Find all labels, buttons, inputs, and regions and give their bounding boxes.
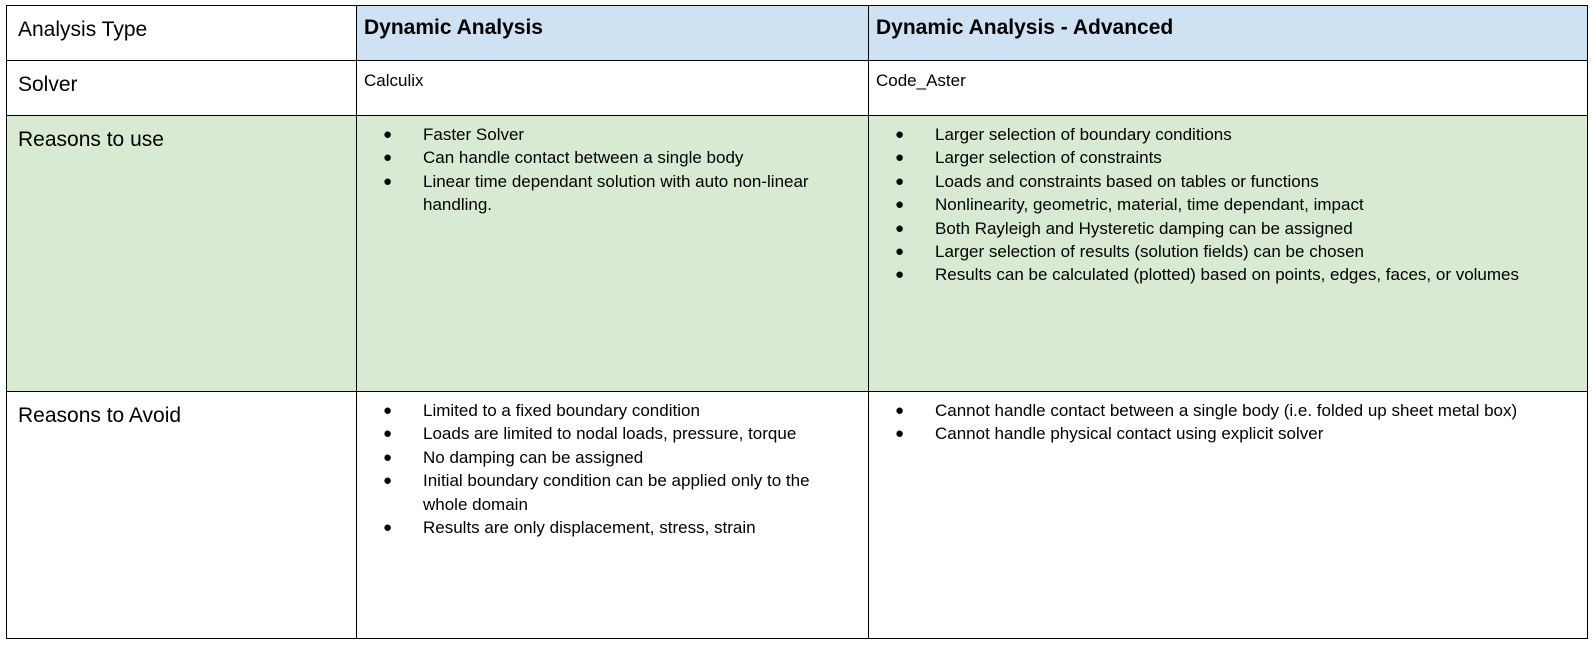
bullet-icon: ● <box>383 172 393 190</box>
reasons-to-use-advanced-cell <box>869 116 1588 392</box>
reasons-to-avoid-advanced-list <box>869 392 1587 446</box>
bullet-icon: ● <box>895 266 905 284</box>
bullet-icon: ● <box>383 519 393 537</box>
solver-row <box>7 61 1588 116</box>
list-item-text: Can handle contact between a single body <box>423 148 744 168</box>
reasons-to-use-dynamic-list <box>357 116 868 217</box>
reasons-to-avoid-dynamic-list <box>357 392 868 539</box>
reasons-to-use-advanced-list <box>869 116 1587 287</box>
solver-code-aster: Code_Aster <box>876 71 966 90</box>
list-item <box>357 516 854 539</box>
list-item <box>869 422 1573 445</box>
list-item-text: Results can be calculated (plotted) based on points, edges, faces, or volumes <box>935 265 1520 285</box>
bullet-icon: ● <box>383 448 393 466</box>
list-item-text: Faster Solver <box>423 125 525 144</box>
dynamic-analysis-header: Dynamic Analysis <box>364 16 543 39</box>
list-item <box>869 217 1573 240</box>
solver-code-aster-cell <box>869 61 1588 116</box>
list-item <box>357 123 854 146</box>
bullet-icon: ● <box>895 425 905 443</box>
list-item-text: Results are only displacement, stress, strain <box>423 518 756 538</box>
list-item-text: No damping can be assigned <box>423 447 644 467</box>
list-item-text: Cannot handle physical contact using explicit solver <box>935 424 1324 444</box>
list-item-text: Limited to a fixed boundary condition <box>423 401 700 420</box>
list-item-text: Cannot handle contact between a single body (i.e. folded up sheet metal box) <box>935 401 1518 420</box>
list-item <box>357 399 854 422</box>
solver-label-cell <box>7 61 357 116</box>
list-item-text: Initial boundary condition can be applied only to the whole domain <box>423 471 810 514</box>
reasons-to-use-label-cell <box>7 116 357 392</box>
dynamic-analysis-advanced-header-cell <box>869 6 1588 61</box>
list-item <box>869 399 1573 422</box>
reasons-to-avoid-dynamic-cell <box>357 392 869 639</box>
bullet-icon: ● <box>383 425 393 443</box>
reasons-to-avoid-row <box>7 392 1588 639</box>
list-item <box>357 446 854 469</box>
list-item <box>357 422 854 445</box>
list-item-text: Loads and constraints based on tables or functions <box>935 171 1319 191</box>
bullet-icon: ● <box>895 243 905 261</box>
bullet-icon: ● <box>383 149 393 167</box>
solver-calculix: Calculix <box>364 71 424 90</box>
solver-calculix-cell <box>357 61 869 116</box>
list-item <box>869 123 1573 146</box>
reasons-to-avoid-label: Reasons to Avoid <box>18 404 182 427</box>
bullet-icon: ● <box>383 402 393 419</box>
list-item <box>869 193 1573 216</box>
list-item-text: Linear time dependant solution with auto non-linear handling. <box>423 171 809 215</box>
list-item-text: Larger selection of results (solution fields) can be chosen <box>935 242 1365 262</box>
bullet-icon: ● <box>895 172 905 190</box>
list-item-text: Larger selection of boundary conditions <box>935 125 1232 144</box>
reasons-to-use-dynamic-cell <box>357 116 869 392</box>
list-item <box>357 146 854 169</box>
bullet-icon: ● <box>895 149 905 167</box>
reasons-to-avoid-advanced-cell <box>869 392 1588 639</box>
bullet-icon: ● <box>383 126 393 143</box>
list-item <box>869 240 1573 263</box>
dynamic-analysis-header-cell <box>357 6 869 61</box>
reasons-to-avoid-label-cell <box>7 392 357 639</box>
solver-label: Solver <box>18 73 78 96</box>
list-item <box>869 170 1573 193</box>
list-item <box>869 146 1573 169</box>
list-item-text: Nonlinearity, geometric, material, time dependant, impact <box>935 195 1364 215</box>
header-row <box>7 6 1588 61</box>
list-item-text: Larger selection of constraints <box>935 148 1162 168</box>
list-item-text: Loads are limited to nodal loads, pressure, torque <box>423 424 797 444</box>
analysis-type-label: Analysis Type <box>18 18 148 41</box>
analysis-comparison-table <box>6 5 1588 639</box>
list-item <box>357 170 854 217</box>
bullet-icon: ● <box>895 402 905 419</box>
reasons-to-use-label: Reasons to use <box>18 128 164 151</box>
analysis-type-label-cell <box>7 6 357 61</box>
bullet-icon: ● <box>383 472 393 490</box>
list-item <box>357 469 854 516</box>
bullet-icon: ● <box>895 219 905 237</box>
list-item-text: Both Rayleigh and Hysteretic damping can be assigned <box>935 218 1353 238</box>
reasons-to-use-row <box>7 116 1588 392</box>
list-item <box>869 263 1573 286</box>
bullet-icon: ● <box>895 126 905 143</box>
bullet-icon: ● <box>895 196 905 214</box>
dynamic-analysis-advanced-header: Dynamic Analysis - Advanced <box>876 16 1174 39</box>
